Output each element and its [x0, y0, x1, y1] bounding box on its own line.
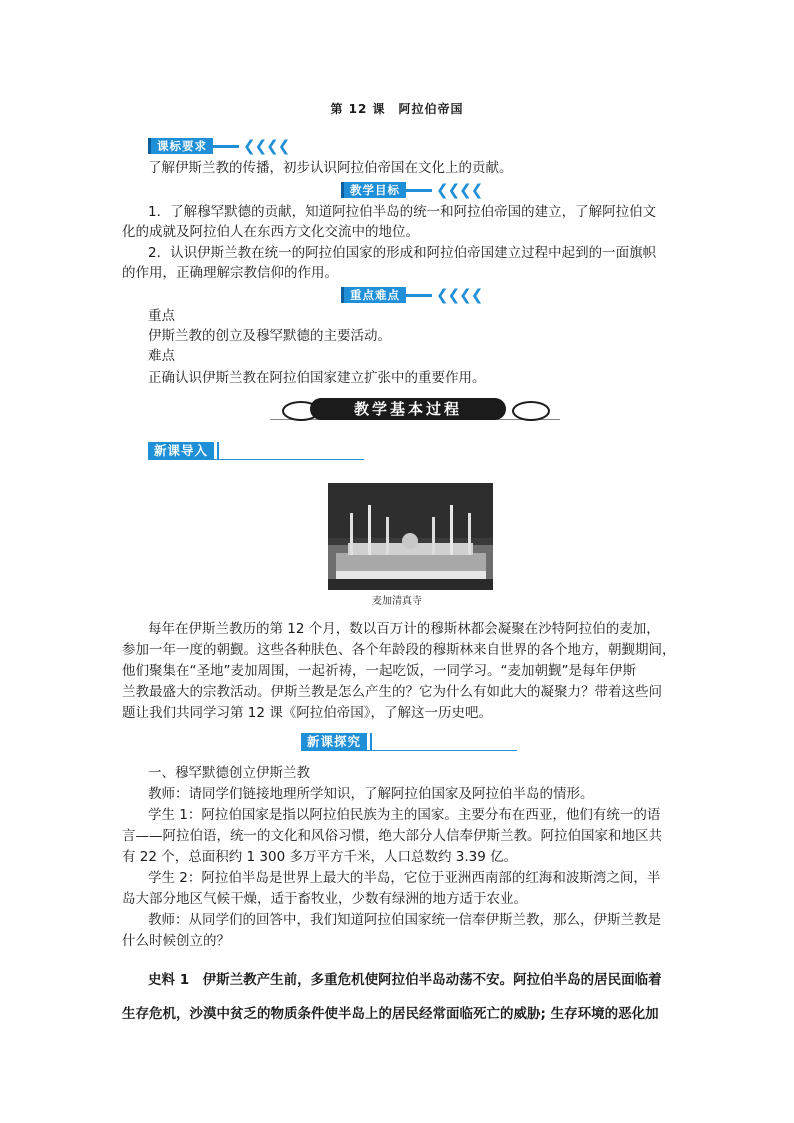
- explore-section-header: [301, 733, 372, 751]
- mosque-illustration: [328, 483, 493, 590]
- objectives-tag: [341, 182, 482, 198]
- key-text: 伊斯兰教的创立及穆罕默德的主要活动。: [148, 328, 391, 344]
- student2-line-1: 学生 2：阿拉伯半岛是世界上最大的半岛，它位于亚洲西南部的红海和波斯湾之间，半: [148, 870, 661, 886]
- key-points-tag-label: 重点难点: [341, 287, 406, 303]
- source1-line-2: 生存危机，沙漠中贫乏的物质条件使半岛上的居民经常面临死亡的威胁; 生存环境的恶化加: [122, 1006, 659, 1022]
- banner-ornament-right: [512, 401, 550, 421]
- chevrons-icon: ❮❮❮❮: [243, 137, 290, 155]
- chevrons-icon: ❮❮❮❮: [436, 286, 483, 304]
- difficult-label: 难点: [148, 348, 175, 364]
- intro-line-2: 参加一年一度的朝觐。这些各种肤色、各个年龄段的穆斯林来自世界的各个地方，朝觐期间，: [122, 642, 676, 658]
- objectives-tag-label: 教学目标: [341, 182, 406, 198]
- page-title: 第 12 课 阿拉伯帝国: [330, 102, 464, 116]
- curriculum-tag-label: 课标要求: [148, 138, 213, 154]
- student1-line-2: 言——阿拉伯语，统一的文化和风俗习惯，绝大部分人信奉伊斯兰教。阿拉伯国家和地区共: [122, 828, 662, 844]
- mosque-photo: [328, 483, 493, 590]
- key-points-tag: [341, 287, 482, 303]
- source1-line-1: 史料 1 伊斯兰教产生前，多重危机使阿拉伯半岛动荡不安。阿拉伯半岛的居民面临着: [148, 972, 662, 988]
- chevrons-icon: ❮❮❮❮: [436, 181, 483, 199]
- student1-line-1: 学生 1：阿拉伯国家是指以阿拉伯民族为主的国家。主要分布在西亚，他们有统一的语: [148, 807, 661, 823]
- explore-section-rule: [301, 750, 517, 751]
- intro-line-5: 题让我们共同学习第 12 课《阿拉伯帝国》，了解这一历史吧。: [122, 705, 493, 721]
- tag-bar: [406, 189, 432, 192]
- intro-line-3: 他们聚集在“圣地”麦加周围，一起祈祷，一起吃饭，一同学习。“麦加朝觐”是每年伊斯: [122, 663, 636, 679]
- intro-section-label: 新课导入: [148, 442, 214, 460]
- intro-section-rule: [148, 459, 364, 460]
- curriculum-text: 了解伊斯兰教的传播，初步认识阿拉伯帝国在文化上的贡献。: [148, 160, 513, 176]
- section-tick: [217, 442, 219, 460]
- section-tick: [370, 733, 372, 751]
- teacher-question-1: 教师：请同学们链接地理所学知识，了解阿拉伯国家及阿拉伯半岛的情形。: [148, 786, 594, 802]
- process-banner: [270, 395, 560, 425]
- photo-caption: 麦加清真寺: [372, 596, 422, 607]
- objective-2-line-2: 的作用，正确理解宗教信仰的作用。: [122, 265, 338, 281]
- teacher-question-2-line-1: 教师：从同学们的回答中，我们知道阿拉伯国家统一信奉伊斯兰教，那么，伊斯兰教是: [148, 912, 661, 928]
- intro-line-4: 兰教最盛大的宗教活动。伊斯兰教是怎么产生的？它为什么有如此大的凝聚力？带着这些问: [122, 684, 662, 700]
- student1-line-3: 有 22 个，总面积约 1 300 多万平方千米，人口总数约 3.39 亿。: [122, 849, 518, 865]
- difficult-text: 正确认识伊斯兰教在阿拉伯国家建立扩张中的重要作用。: [148, 370, 486, 386]
- intro-section-header: [148, 442, 219, 460]
- teacher-question-2-line-2: 什么时候创立的？: [122, 933, 230, 949]
- curriculum-tag: [148, 138, 289, 154]
- explore-section-label: 新课探究: [301, 733, 367, 751]
- intro-line-1: 每年在伊斯兰教历的第 12 个月，数以百万计的穆斯林都会凝聚在沙特阿拉伯的麦加，: [148, 621, 660, 637]
- subhead: 一、穆罕默德创立伊斯兰教: [148, 765, 310, 781]
- banner-label: 教学基本过程: [310, 398, 506, 420]
- tag-bar: [213, 145, 239, 148]
- tag-bar: [406, 294, 432, 297]
- objective-1-line-2: 化的成就及阿拉伯人在东西方文化交流中的地位。: [122, 224, 419, 240]
- objective-2-line-1: 2．认识伊斯兰教在统一的阿拉伯国家的形成和阿拉伯帝国建立过程中起到的一面旗帜: [148, 245, 657, 261]
- objective-1-line-1: 1．了解穆罕默德的贡献，知道阿拉伯半岛的统一和阿拉伯帝国的建立，了解阿拉伯文: [148, 204, 657, 220]
- student2-line-2: 岛大部分地区气候干燥，适于畜牧业，少数有绿洲的地方适于农业。: [122, 891, 527, 907]
- key-label: 重点: [148, 308, 175, 324]
